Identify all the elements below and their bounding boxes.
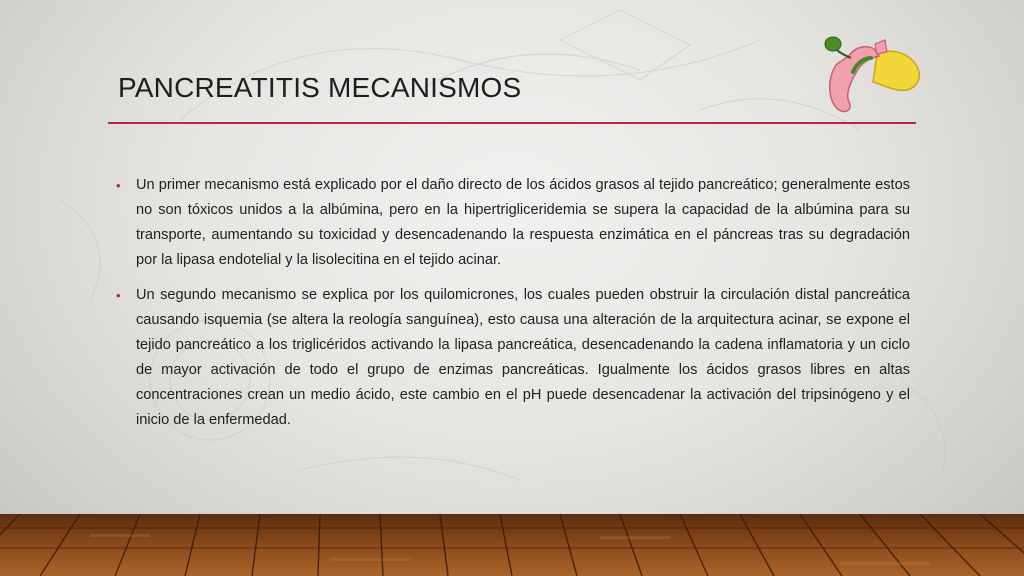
bullet-text: Un primer mecanismo está explicado por el daño directo de los ácidos grasos al tejido pancreático; generalmente estos no son tóxicos unidos a la albúmina, pero en la hipertrigliceridemia se supera la capacidad de la albúmina para su transporte, aumentando su toxicidad y desencadenando la respuesta enzimática en el páncreas tras su degradación por la lipasa endotelial y la lisolecitina en el tejido acinar.	[136, 177, 910, 268]
pancreas-icon	[815, 32, 921, 118]
title-divider	[108, 122, 916, 124]
slide-title: PANCREATITIS MECANISMOS	[118, 72, 522, 103]
bullet-item	[114, 173, 910, 273]
bullet-list	[114, 173, 910, 443]
bullet-text: Un segundo mecanismo se explica por los quilomicrones, los cuales pueden obstruir la circulación distal pancreática causando isquemia (se altera la reología sanguínea), esto causa una alteración de la arquitectura acinar, se expone el tejido pancreático a los triglicéridos activando la lipasa pancreática, desencadenando la cadena inflamatoria y un ciclo de mayor activación de todo el grupo de enzimas pancreáticas. Igualmente los ácidos grasos libres en altas concentraciones crean un medio ácido, este cambio en el pH puede desencadenar la activación del tripsinógeno y el inicio de la enfermedad.	[136, 287, 910, 428]
bullet-item	[114, 283, 910, 433]
bullet-marker: •	[116, 288, 121, 303]
wooden-floor	[0, 514, 1024, 576]
bullet-marker: •	[116, 178, 121, 193]
